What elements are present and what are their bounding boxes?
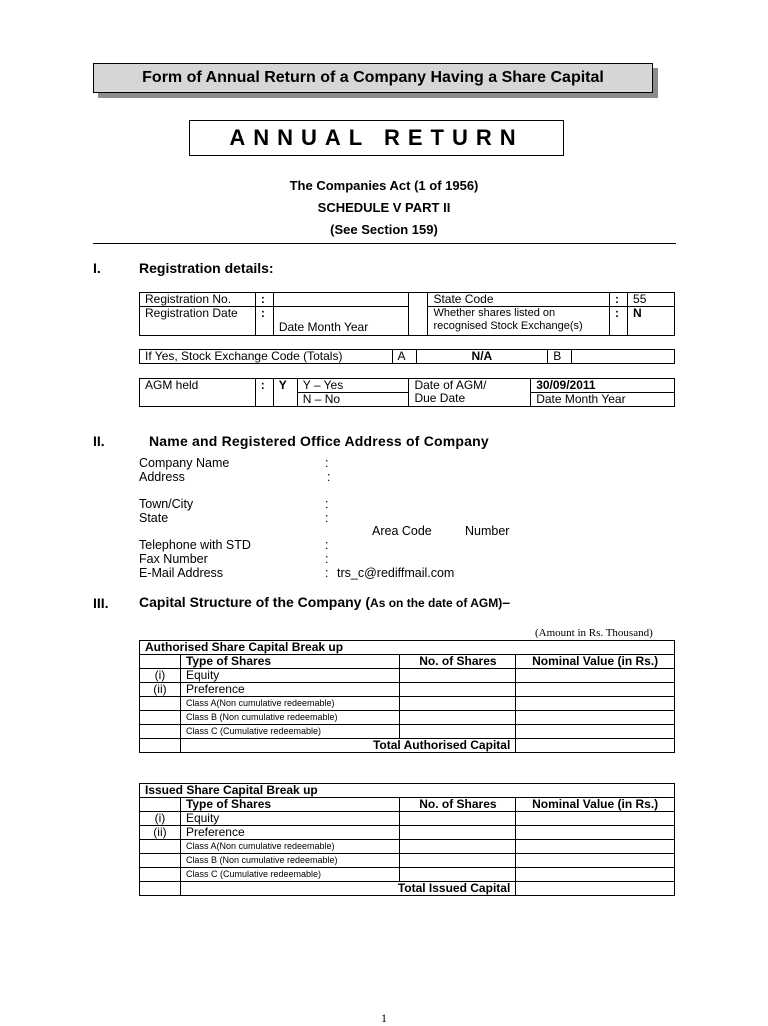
registration-table bbox=[139, 292, 675, 336]
company-name-label: Company Name bbox=[139, 456, 230, 470]
value-cell[interactable] bbox=[400, 868, 516, 882]
empty-cell bbox=[140, 655, 181, 669]
row-num: (i) bbox=[140, 812, 181, 826]
col-nominal: Nominal Value (in Rs.) bbox=[516, 655, 675, 669]
agm-date-value: 30/09/2011 bbox=[531, 379, 675, 393]
row-label: Class C (Cumulative redeemable) bbox=[180, 868, 400, 882]
colon: : bbox=[610, 293, 628, 307]
empty-cell bbox=[140, 882, 181, 896]
reg-no-field[interactable] bbox=[273, 293, 409, 307]
agm-value: Y bbox=[273, 379, 297, 407]
state-code-value: 55 bbox=[628, 293, 675, 307]
form-title-box bbox=[93, 63, 653, 93]
empty-cell bbox=[140, 868, 181, 882]
reg-date-field[interactable] bbox=[273, 307, 409, 336]
state-code-label: State Code bbox=[428, 293, 610, 307]
row-label: Equity bbox=[180, 812, 400, 826]
value-cell[interactable] bbox=[516, 868, 675, 882]
reg-no-label: Registration No. bbox=[140, 293, 256, 307]
empty-cell bbox=[140, 725, 181, 739]
number-label: Number bbox=[465, 524, 510, 538]
value-cell[interactable] bbox=[400, 725, 516, 739]
value-cell[interactable] bbox=[400, 840, 516, 854]
act-line: The Companies Act (1 of 1956) bbox=[289, 178, 479, 193]
col-nominal: Nominal Value (in Rs.) bbox=[516, 798, 675, 812]
row-label: Class B (Non cumulative redeemable) bbox=[180, 711, 400, 725]
empty-cell bbox=[140, 798, 181, 812]
agm-date-label-line2: Due Date bbox=[414, 391, 466, 405]
listed-label bbox=[428, 307, 610, 336]
reg-date-label: Registration Date bbox=[140, 307, 256, 336]
value-cell[interactable] bbox=[516, 812, 675, 826]
colon: : bbox=[610, 307, 628, 336]
value-cell[interactable] bbox=[400, 683, 516, 697]
value-cell[interactable] bbox=[516, 739, 675, 753]
row-label: Equity bbox=[180, 669, 400, 683]
row-label: Class C (Cumulative redeemable) bbox=[180, 725, 400, 739]
row-label: Class A(Non cumulative redeemable) bbox=[180, 697, 400, 711]
colon: : bbox=[255, 379, 273, 407]
spacer-cell bbox=[409, 293, 428, 336]
authorised-capital-table bbox=[139, 640, 675, 753]
section2-number: II. bbox=[93, 433, 105, 449]
colon: : bbox=[325, 552, 329, 566]
stock-a: A bbox=[392, 350, 416, 364]
date-hint: Date Month Year bbox=[278, 320, 369, 334]
col-no: No. of Shares bbox=[400, 798, 516, 812]
listed-label-line2: recognised Stock Exchange(s) bbox=[433, 320, 583, 332]
row-label: Class B (Non cumulative redeemable) bbox=[180, 854, 400, 868]
listed-label-line1: Whether shares listed on bbox=[433, 307, 556, 319]
row-label: Preference bbox=[180, 826, 400, 840]
area-code-label: Area Code bbox=[372, 524, 432, 538]
section3-number: III. bbox=[93, 595, 109, 611]
value-cell[interactable] bbox=[400, 697, 516, 711]
fax-label: Fax Number bbox=[139, 552, 208, 566]
colon: : bbox=[327, 470, 331, 484]
stock-b-field[interactable] bbox=[572, 350, 675, 364]
colon: : bbox=[325, 511, 329, 525]
empty-cell bbox=[140, 711, 181, 725]
row-label: Preference bbox=[180, 683, 400, 697]
value-cell[interactable] bbox=[400, 812, 516, 826]
stock-code-label: If Yes, Stock Exchange Code (Totals) bbox=[140, 350, 393, 364]
telephone-label: Telephone with STD bbox=[139, 538, 251, 552]
row-num: (ii) bbox=[140, 826, 181, 840]
empty-cell bbox=[140, 739, 181, 753]
divider bbox=[93, 243, 676, 244]
section1-number: I. bbox=[93, 260, 101, 276]
empty-cell bbox=[140, 854, 181, 868]
total-label: Total Authorised Capital bbox=[180, 739, 515, 753]
section1-title: Registration details: bbox=[139, 260, 274, 276]
agm-table bbox=[139, 378, 675, 407]
value-cell[interactable] bbox=[516, 840, 675, 854]
authorised-heading: Authorised Share Capital Break up bbox=[140, 641, 675, 655]
agm-date-label bbox=[409, 379, 531, 407]
agm-label: AGM held bbox=[140, 379, 256, 407]
address-label: Address bbox=[139, 470, 185, 484]
stock-b: B bbox=[548, 350, 572, 364]
yes-label: Y – Yes bbox=[297, 379, 409, 393]
value-cell[interactable] bbox=[400, 711, 516, 725]
colon: : bbox=[325, 566, 329, 580]
colon: : bbox=[325, 538, 329, 552]
form-title: Form of Annual Return of a Company Having a Share Capital bbox=[142, 69, 604, 86]
value-cell[interactable] bbox=[516, 711, 675, 725]
section3-title-main: Capital Structure of the Company ( bbox=[139, 594, 371, 610]
doc-title-box bbox=[189, 120, 564, 156]
value-cell[interactable] bbox=[516, 826, 675, 840]
section3-title-sub: As on the date of AGM) bbox=[370, 596, 503, 610]
colon: : bbox=[325, 456, 329, 470]
value-cell[interactable] bbox=[516, 882, 675, 896]
agm-date-hint: Date Month Year bbox=[531, 393, 675, 407]
colon: : bbox=[255, 293, 273, 307]
amount-note: (Amount in Rs. Thousand) bbox=[535, 627, 653, 639]
section2-title: Name and Registered Office Address of Company bbox=[149, 433, 489, 449]
issued-capital-table bbox=[139, 783, 675, 896]
empty-cell bbox=[140, 697, 181, 711]
row-label: Class A(Non cumulative redeemable) bbox=[180, 840, 400, 854]
doc-title: ANNUAL RETURN bbox=[229, 125, 524, 150]
listed-value: N bbox=[628, 307, 675, 336]
email-value: trs_c@rediffmail.com bbox=[337, 566, 455, 580]
state-label: State bbox=[139, 511, 169, 525]
town-label: Town/City bbox=[139, 497, 194, 511]
stock-exchange-table bbox=[139, 349, 675, 364]
row-num: (i) bbox=[140, 669, 181, 683]
agm-date-label-line1: Date of AGM/ bbox=[414, 378, 487, 392]
section-line: (See Section 159) bbox=[330, 222, 438, 237]
no-label: N – No bbox=[297, 393, 409, 407]
col-type: Type of Shares bbox=[180, 655, 400, 669]
page-number: 1 bbox=[381, 1011, 387, 1025]
email-label: E-Mail Address bbox=[139, 566, 224, 580]
section3-title-dash: – bbox=[502, 594, 511, 610]
col-no: No. of Shares bbox=[400, 655, 516, 669]
colon: : bbox=[325, 497, 329, 511]
value-cell[interactable] bbox=[516, 854, 675, 868]
issued-heading: Issued Share Capital Break up bbox=[140, 784, 675, 798]
value-cell[interactable] bbox=[516, 683, 675, 697]
colon: : bbox=[255, 307, 273, 336]
col-type: Type of Shares bbox=[180, 798, 400, 812]
value-cell[interactable] bbox=[516, 725, 675, 739]
empty-cell bbox=[140, 840, 181, 854]
stock-na: N/A bbox=[416, 350, 548, 364]
total-label: Total Issued Capital bbox=[180, 882, 515, 896]
value-cell[interactable] bbox=[400, 826, 516, 840]
row-num: (ii) bbox=[140, 683, 181, 697]
section3-title bbox=[139, 594, 510, 612]
value-cell[interactable] bbox=[516, 697, 675, 711]
value-cell[interactable] bbox=[516, 669, 675, 683]
schedule-line: SCHEDULE V PART II bbox=[317, 200, 451, 215]
value-cell[interactable] bbox=[400, 669, 516, 683]
value-cell[interactable] bbox=[400, 854, 516, 868]
